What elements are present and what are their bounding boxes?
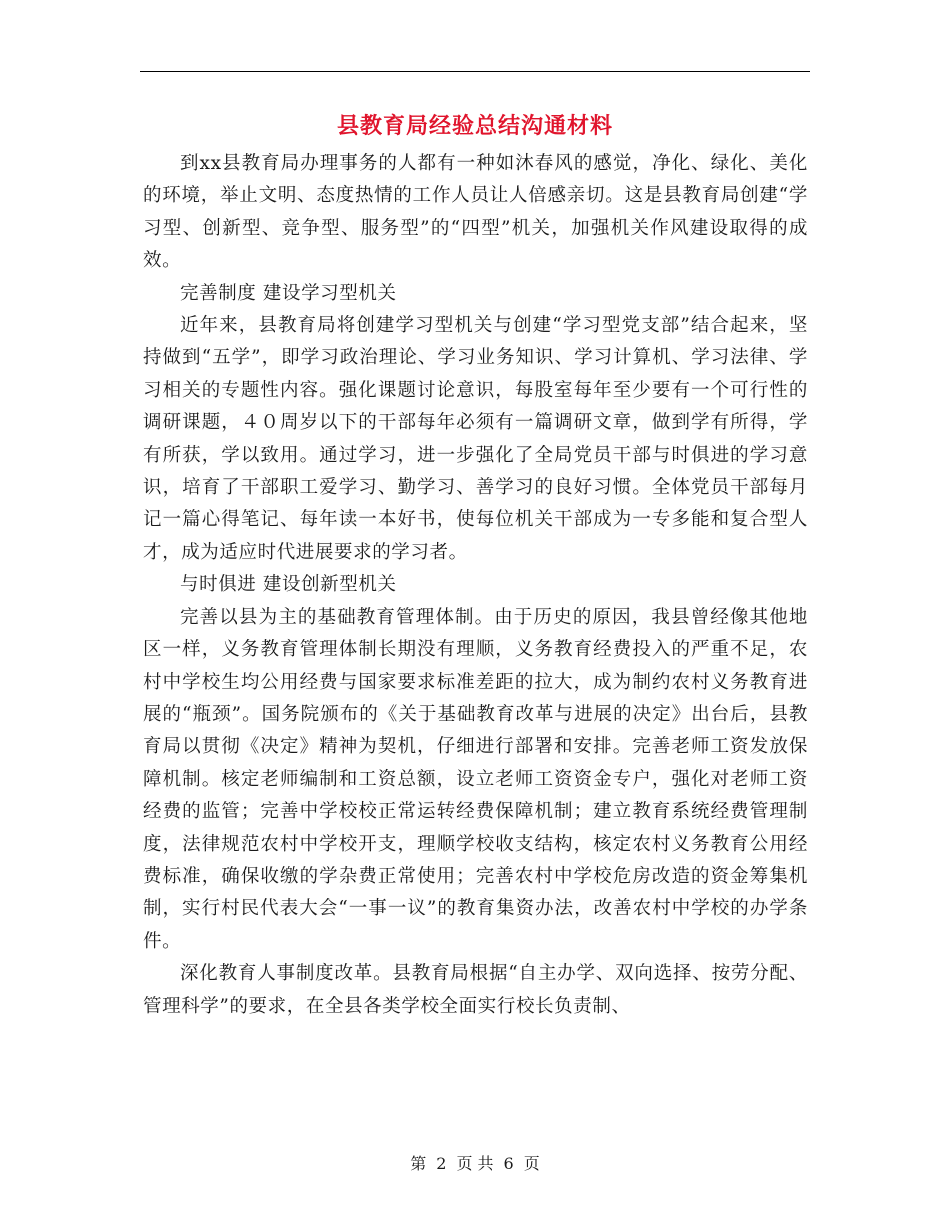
- document-body: [143, 148, 808, 1023]
- paragraph-personnel-reform: 深化教育人事制度改革。县教育局根据“自主办学、双向选择、按劳分配、管理科学”的要求，在全县各类学校全面实行校长负责制、: [143, 963, 808, 1017]
- section-heading-learning: 完善制度 建设学习型机关: [180, 282, 397, 304]
- header-rule: [140, 71, 810, 72]
- paragraph-innovation: 完善以县为主的基础教育管理体制。由于历史的原因，我县曾经像其他地区一样，义务教育管理体制长期没有理顺，义务教育经费投入的严重不足，农村中学校生均公用经费与国家要求标准差距的拉大，成为制约农村义务教育进展的“瓶颈”。国务院颁布的《关于基础教育改革与进展的决定》出台后，县教育局以贯彻《决定》精神为契机，仔细进行部署和安排。完善老师工资发放保障机制。核定老师编制和工资总额，设立老师工资资金专户，强化对老师工资经费的监管；完善中学校校正常运转经费保障机制；建立教育系统经费管理制度，法律规范农村中学校开支，理顺学校收支结构，核定农村义务教育公用经费标准，确保收缴的学杂费正常使用；完善农村中学校危房改造的资金筹集机制，实行村民代表大会“一事一议”的教育集资办法，改善农村中学校的办学条件。: [143, 606, 808, 952]
- paragraph-learning: 近年来，县教育局将创建学习型机关与创建“学习型党支部”结合起来，坚持做到“五学”，即学习政治理论、学习业务知识、学习计算机、学习法律、学习相关的专题性内容。强化课题讨论意识，每股室每年至少要有一个可行性的调研课题，４０周岁以下的干部每年必须有一篇调研文章，做到学有所得，学有所获，学以致用。通过学习，进一步强化了全局党员干部与时俱进的学习意识，培育了干部职工爱学习、勤学习、善学习的良好习惯。全体党员干部每月记一篇心得笔记、每年读一本好书，使每位机关干部成为一专多能和复合型人才，成为适应时代进展要求的学习者。: [143, 315, 808, 563]
- footer-prefix: 第: [410, 1154, 427, 1173]
- footer-current-page: 2: [436, 1154, 447, 1173]
- paragraph-intro: 到xx县教育局办理事务的人都有一种如沐春风的感觉，净化、绿化、美化的环境，举止文明、态度热情的工作人员让人倍感亲切。这是县教育局创建“学习型、创新型、竞争型、服务型”的“四型”机关，加强机关作风建设取得的成效。: [143, 153, 808, 272]
- document-title: 县教育局经验总结沟通材料: [336, 113, 613, 139]
- footer-middle: 页 共: [456, 1154, 494, 1173]
- section-heading-innovation: 与时俱进 建设创新型机关: [180, 574, 397, 596]
- page-footer: [0, 1152, 950, 1176]
- footer-suffix: 页: [523, 1154, 540, 1173]
- footer-total-pages: 6: [503, 1154, 514, 1173]
